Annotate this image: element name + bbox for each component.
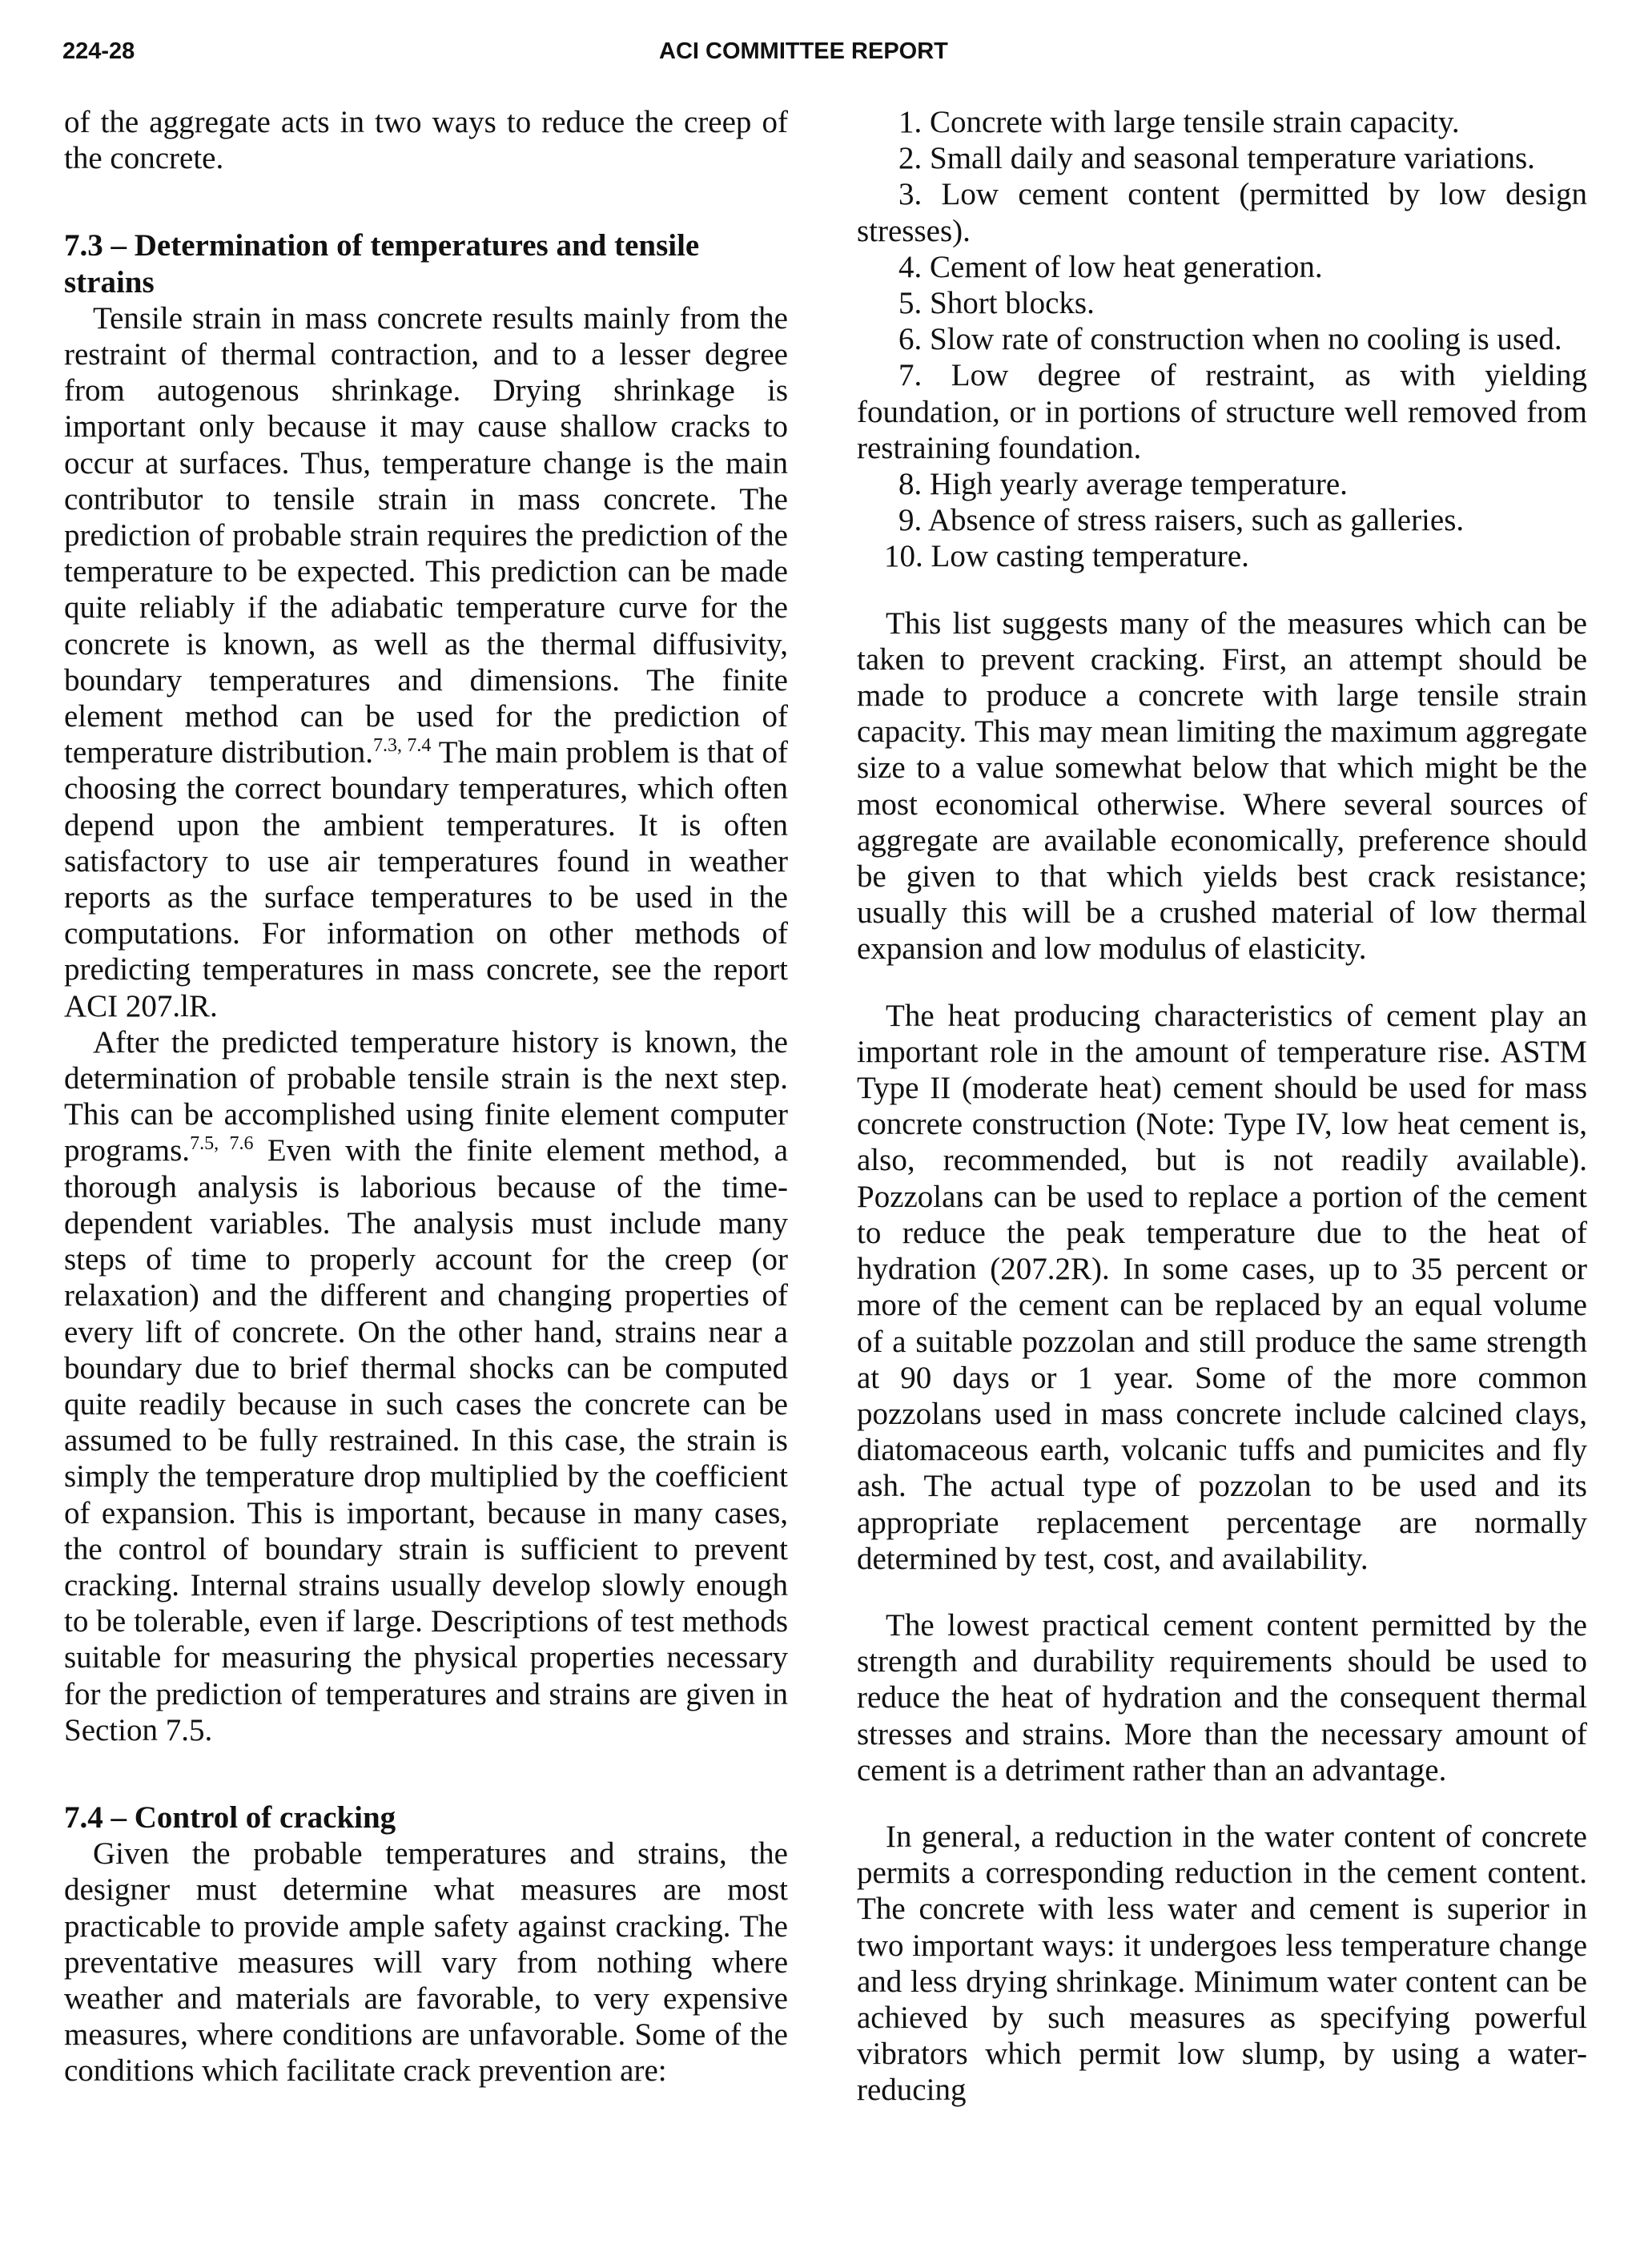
section-dash: – [111, 1800, 127, 1835]
section-title: Determination of temperatures and tensile strains [64, 228, 700, 300]
list-item: 4. Cement of low heat generation. [898, 249, 1323, 284]
section-7-3-paragraph-1 [64, 300, 788, 1024]
running-title: ACI COMMITTEE REPORT [659, 38, 948, 64]
list-item: 8. High yearly average temperature. [898, 467, 1348, 502]
section-7-3-heading [64, 227, 788, 300]
list-item: 7. Low degree of restraint, as with yielding foundation, or in portions of structure well removed from restraining foundation. [857, 358, 1587, 465]
conditions-list [857, 104, 1587, 575]
list-item: 3. Low cement content (permitted by low design stresses). [857, 177, 1587, 248]
list-item: 9. Absence of stress raisers, such as galleries. [898, 503, 1465, 538]
section-number: 7.4 [64, 1800, 103, 1835]
right-column [857, 104, 1587, 2109]
list-item: 1. Concrete with large tensile strain capacity. [898, 105, 1460, 139]
left-column [64, 104, 788, 2089]
spacer [857, 1788, 1587, 1819]
section-title: Control of cracking [134, 1800, 396, 1835]
right-paragraph-2: The heat producing characteristics of cement play an important role in the amount of temperature rise. ASTM Type II (moderate heat) cement should be used for mass concrete construction (Note: Type IV, low heat cement is, also, recommended, but is not readily available). Pozzolans can be used to replace a portion of the cement to reduce the peak temperature due to the heat of hydration (207.2R). In some cases, up to 35 percent or more of the cement can be replaced by an equal volume of a suitable pozzolan and still produce the same strength at 90 days or 1 year. Some of the more common pozzolans used in mass concrete include calcined clays, diatomaceous earth, volcanic tuffs and pumicites and fly ash. The actual type of pozzolan to be used and its appropriate replacement percentage are normally determined by test, cost, and availability. [857, 998, 1587, 1576]
paragraph-text: Even with the finite element method, a thorough analysis is laborious because of the time-dependent variables. The analysis must include many steps of time to properly account for the creep (or relaxation) and the different and changing properties of every lift of concrete. On the other hand, strains near a boundary due to brief thermal shocks can be computed quite readily because in such cases the concrete can be assumed to be fully restrained. In this case, the strain is simply the temperature drop multiplied by the coefficient of expansion. This is important, because in many cases, the control of boundary strain is sufficient to prevent cracking. Internal strains usually develop slowly enough to be tolerable, even if large. Descriptions of test methods suitable for measuring the physical properties necessary for the prediction of temperatures and strains are given in Section 7.5. [64, 1133, 789, 1747]
intro-paragraph: of the aggregate acts in two ways to reduce the creep of the concrete. [64, 105, 788, 176]
section-7-4-paragraph-1: Given the probable temperatures and strains, the designer must determine what measures are most practicable to provide ample safety against cracking. The preventative measures will vary from nothing where weather and materials are favorable, to very expensive measures, where conditions are unfavorable. Some of the conditions which facilitate crack prevention are: [64, 1836, 788, 2089]
paragraph-text: Tensile strain in mass concrete results mainly from the restraint of thermal contraction, and to a lesser degree from autogenous shrinkage. Drying shrinkage is important only because it may cause shallow cracks to occur at surfaces. Thus, temperature change is the main contributor to tensile strain in mass concrete. The prediction of probable strain requires the prediction of the temperature to be expected. This prediction can be made quite reliably if the adiabatic temperature curve for the concrete is known, as well as the thermal diffusivity, boundary temperatures and dimensions. The finite element method can be used for the prediction of temperature distribution. [64, 300, 788, 770]
spacer [64, 1748, 788, 1800]
page-header [62, 38, 1584, 77]
spacer [857, 575, 1587, 605]
right-paragraph-1: This list suggests many of the measures which can be taken to prevent cracking. First, an attempt should be made to produce a concrete with large tensile strain capacity. This may mean limiting the maximum aggregate size to a value somewhat below that which might be the most economical otherwise. Where several sources of aggregate are available economically, preference should be given to that which yields best crack resistance; usually this will be a crushed material of low thermal expansion and low modulus of elasticity. [857, 605, 1587, 967]
spacer [857, 1577, 1587, 1607]
spacer [857, 967, 1587, 998]
page-number: 224-28 [62, 38, 135, 64]
list-item: 2. Small daily and seasonal temperature variations. [898, 141, 1535, 176]
spacer [64, 176, 788, 227]
list-item: 6. Slow rate of construction when no cooling is used. [898, 322, 1562, 357]
right-paragraph-3: The lowest practical cement content permitted by the strength and durability requirements should be used to reduce the heat of hydration and the consequent thermal stresses and strains. More than the necessary amount of cement is a detriment rather than an advantage. [857, 1607, 1587, 1787]
paragraph-text: The main problem is that of choosing the correct boundary temperatures, which often depend upon the ambient temperatures. It is often satisfactory to use air temperatures found in weather reports as the surface temperatures to be used in the computations. For information on other methods of predicting temperatures in mass concrete, see the report ACI 207.lR. [64, 735, 788, 1023]
list-item: 10. Low casting temperature. [884, 539, 1249, 574]
right-paragraph-4: In general, a reduction in the water content of concrete permits a corresponding reduction in the cement content. The concrete with less water and cement is superior in two important ways: it undergoes less temperature change and less drying shrinkage. Minimum water content can be achieved by such measures as specifying powerful vibrators which permit low slump, by using a water-reducing [857, 1819, 1587, 2108]
section-number: 7.3 [64, 228, 103, 263]
section-7-3-paragraph-2 [64, 1024, 788, 1748]
paragraph-text: After the predicted temperature history is known, the determination of probable tensile strain is the next step. This can be accomplished using finite element computer programs. [64, 1024, 788, 1168]
reference-superscript: 7.5, 7.6 [190, 1133, 254, 1155]
reference-superscript: 7.3, 7.4 [372, 735, 432, 757]
list-item: 5. Short blocks. [898, 286, 1095, 321]
section-7-4-heading [64, 1800, 788, 1836]
section-dash: – [111, 228, 127, 263]
